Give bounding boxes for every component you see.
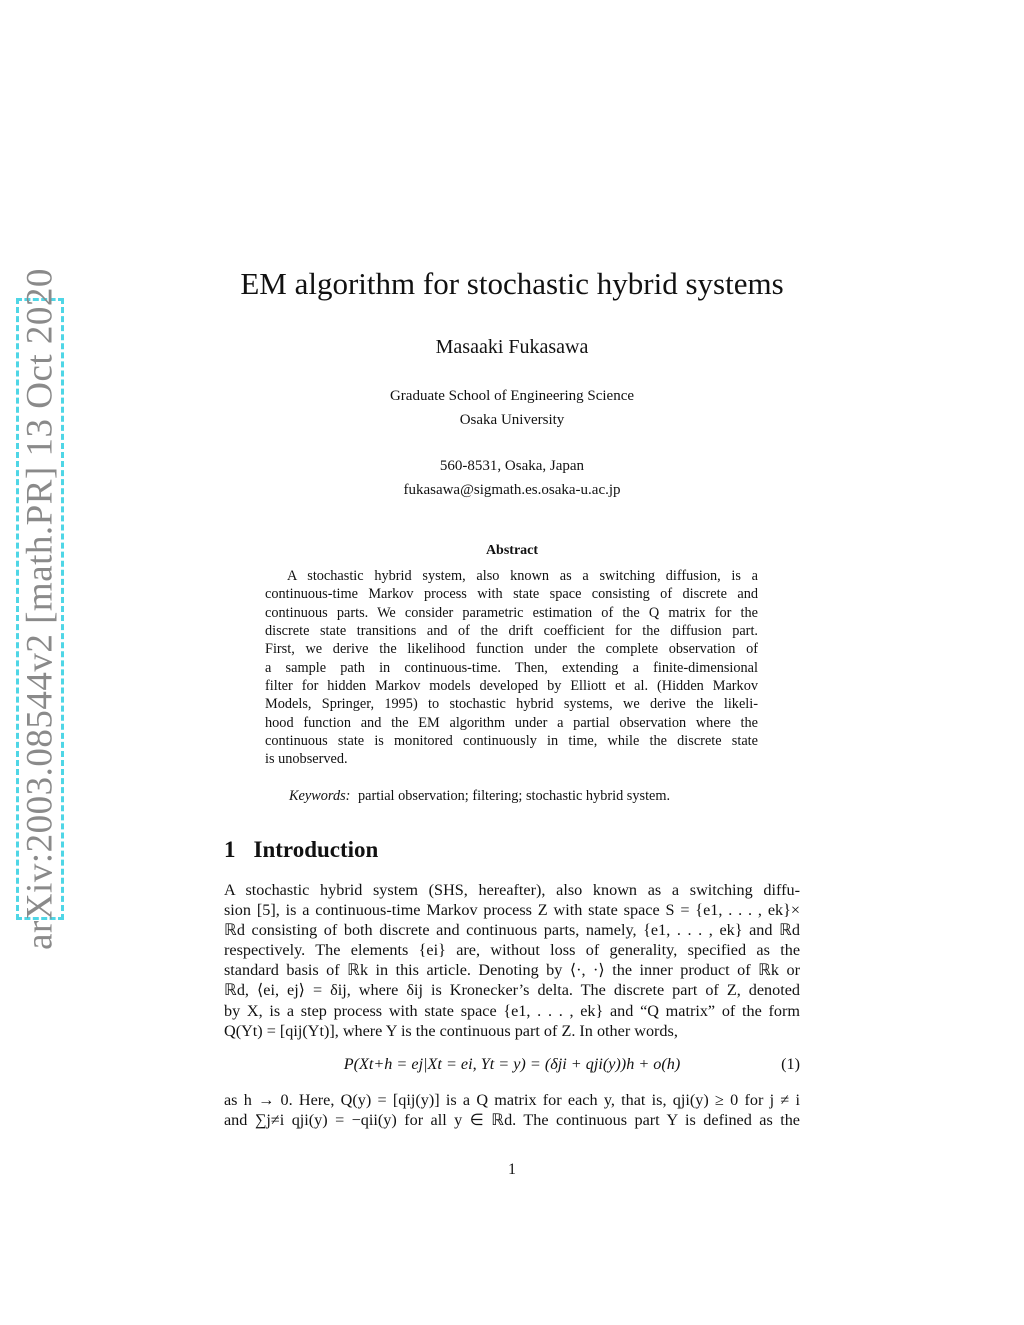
abstract-line: continuous state is monitored continuously in time, while the discrete state — [265, 733, 758, 750]
intro-line: ℝd, ⟨ei, ej⟩ = δij, where δij is Kronecker’s delta. The discrete part of Z, denoted — [224, 981, 800, 1000]
abstract-line: is unobserved. — [265, 751, 348, 768]
intro-line: Q(Yt) = [qij(Yt)], where Y is the continuous part of Z. In other words, — [224, 1021, 678, 1040]
abstract-line: Models, Springer, 1995) to stochastic hybrid systems, we derive the likeli- — [265, 696, 758, 713]
affiliation-school: Graduate School of Engineering Science — [389, 388, 635, 404]
abstract-line: filter for hidden Markov models developed by Elliott et al. (Hidden Markov — [265, 678, 758, 695]
abstract-line: First, we derive the likelihood function under the complete observation of — [265, 641, 758, 658]
abstract-line: discrete state transitions and of the drift coefficient for the diffusion part. — [265, 623, 758, 640]
arxiv-identifier: arXiv:2003.08544v2 [math.PR] 13 Oct 2020 — [19, 268, 61, 950]
keywords — [289, 788, 670, 805]
introduction-paragraph-continued — [224, 1090, 800, 1130]
abstract-line: continuous parts. We consider parametric estimation of the Q matrix for the — [265, 604, 758, 621]
equation-number: (1) — [781, 1055, 800, 1073]
paper-title: EM algorithm for stochastic hybrid systems — [240, 266, 784, 301]
abstract-heading: Abstract — [485, 543, 539, 558]
affiliation-address: 560-8531, Osaka, Japan — [439, 458, 585, 474]
intro-line: A stochastic hybrid system (SHS, hereafter), also known as a switching diffu- — [224, 881, 800, 899]
affiliation-university: Osaka University — [459, 412, 565, 428]
intro-line: ℝd consisting of both discrete and continuous parts, namely, {e1, . . . , ek} and ℝd — [224, 921, 800, 940]
section-number: 1 — [224, 837, 236, 862]
intro-line: sion [5], is a continuous-time Markov process Z with state space S = {e1, . . . , ek}× — [224, 901, 800, 920]
section-title: Introduction — [253, 837, 379, 862]
introduction-paragraph — [224, 880, 800, 1041]
abstract-line: hood function and the EM algorithm under a partial observation where the — [265, 714, 758, 731]
intro-line: respectively. The elements {ei} are, without loss of generality, specified as the — [224, 941, 800, 960]
equation-body: P(Xt+h = ej|Xt = ei, Yt = y) = (δji + qji(y))h + o(h) — [343, 1055, 681, 1073]
section-heading — [224, 837, 378, 863]
abstract-body — [265, 567, 758, 769]
page-number: 1 — [508, 1161, 516, 1178]
keywords-label: Keywords: — [289, 788, 351, 804]
author-email: fukasawa@sigmath.es.osaka-u.ac.jp — [403, 482, 621, 498]
keywords-text: partial observation; filtering; stochastic hybrid system. — [358, 788, 671, 804]
abstract-line: a sample path in continuous-time. Then, extending a finite-dimensional — [265, 659, 758, 676]
abstract-line: A stochastic hybrid system, also known as a switching diffusion, is a — [287, 568, 758, 584]
equation-1 — [224, 1055, 800, 1077]
author-name: Masaaki Fukasawa — [435, 336, 589, 358]
intro-line: as h → 0. Here, Q(y) = [qij(y)] is a Q matrix for each y, that is, qji(y) ≥ 0 for j ≠ i — [224, 1091, 800, 1109]
abstract-line: continuous-time Markov process with state space consisting of discrete and — [265, 586, 758, 603]
intro-line: and ∑j≠i qji(y) = −qii(y) for all y ∈ ℝd. The continuous part Y is defined as the — [224, 1111, 800, 1130]
intro-line: by X, is a step process with state space {e1, . . . , ek} and “Q matrix” of the form — [224, 1001, 800, 1020]
intro-line: standard basis of ℝk in this article. Denoting by ⟨·, ·⟩ the inner product of ℝk or — [224, 961, 800, 980]
